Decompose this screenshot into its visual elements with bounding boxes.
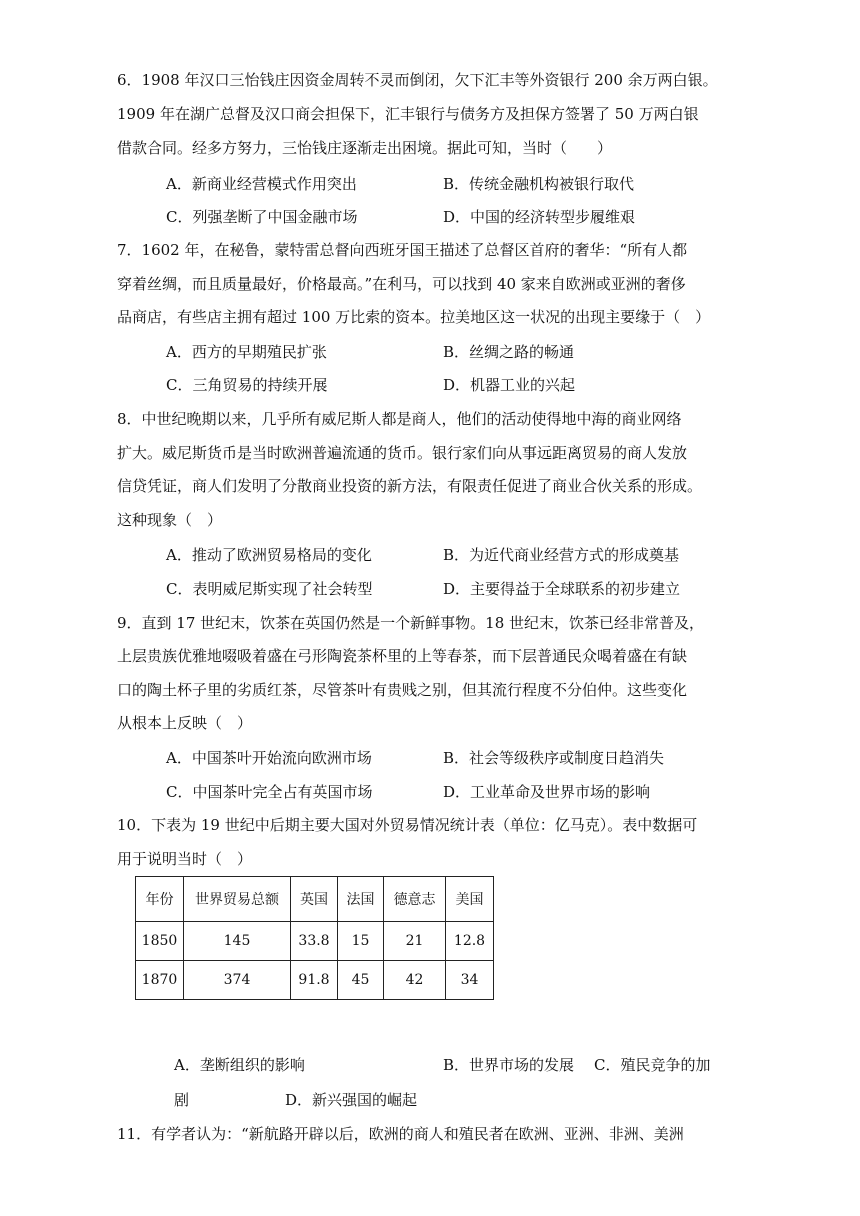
option-d[interactable]: D．主要得益于全球联系的初步建立 <box>443 580 681 598</box>
question-text-line: 9．直到 17 世纪末，饮茶在英国仍然是一个新鲜事物。18 世纪末，饮茶已经非常普及， <box>117 614 705 632</box>
table-header-cell: 英国 <box>291 877 338 922</box>
question-text-line: 6．1908 年汉口三怡钱庄因资金周转不灵而倒闭，欠下汇丰等外资银行 200 余万两白银。 <box>117 71 718 89</box>
table-header-cell: 法国 <box>338 877 384 922</box>
option-d[interactable]: D．机器工业的兴起 <box>443 376 576 394</box>
question-text-line: 口的陶土杯子里的劣质红茶，尽管茶叶有贵贱之别，但其流行程度不分伯仲。这些变化 <box>117 681 688 699</box>
question-text-line: 穿着丝绸，而且质量最好，价格最高。”在利马，可以找到 40 家来自欧洲或亚洲的奢侈 <box>117 275 686 293</box>
option-a[interactable]: A．推动了欧洲贸易格局的变化 <box>166 546 372 564</box>
table-cell: 91.8 <box>291 961 338 1000</box>
option-a[interactable]: A．垄断组织的影响 <box>174 1056 305 1074</box>
option-c[interactable]: C．表明威尼斯实现了社会转型 <box>166 580 373 598</box>
option-b[interactable]: B．世界市场的发展 <box>443 1056 575 1074</box>
table-cell: 1850 <box>136 922 184 961</box>
option-b[interactable]: B．社会等级秩序或制度日趋消失 <box>443 749 665 767</box>
option-a[interactable]: A．西方的早期殖民扩张 <box>166 343 327 361</box>
question-text-line: 信贷凭证，商人们发明了分散商业投资的新方法，有限责任促进了商业合伙关系的形成。 <box>117 477 703 495</box>
option-b[interactable]: B．传统金融机构被银行取代 <box>443 175 635 193</box>
table-header-cell: 美国 <box>446 877 494 922</box>
table-header-cell: 年份 <box>136 877 184 922</box>
table-cell: 33.8 <box>291 922 338 961</box>
option-b[interactable]: B．为近代商业经营方式的形成奠基 <box>443 546 680 564</box>
table-cell: 374 <box>184 961 291 1000</box>
table-cell: 34 <box>446 961 494 1000</box>
table-header-cell: 德意志 <box>384 877 446 922</box>
question-text-line: 这种现象（ ） <box>117 511 223 529</box>
option-c[interactable]: C．中国茶叶完全占有英国市场 <box>166 783 373 801</box>
question-text-line: 扩大。威尼斯货币是当时欧洲普遍流通的货币。银行家们向从事远距离贸易的商人发放 <box>117 444 688 462</box>
option-c-continuation: 剧 <box>174 1091 190 1109</box>
question-text-line: 7．1602 年，在秘鲁，蒙特雷总督向西班牙国王描述了总督区首府的奢华：“所有人都 <box>117 241 688 259</box>
trade-table <box>135 876 494 1000</box>
table-cell: 145 <box>184 922 291 961</box>
option-c[interactable]: C．列强垄断了中国金融市场 <box>166 208 358 226</box>
question-text-line: 借款合同。经多方努力，三怡钱庄逐渐走出困境。据此可知，当时（ ） <box>117 139 613 157</box>
option-b[interactable]: B．丝绸之路的畅通 <box>443 343 575 361</box>
option-c[interactable]: C．三角贸易的持续开展 <box>166 376 328 394</box>
question-text-line: 上层贵族优雅地啜吸着盛在弓形陶瓷茶杯里的上等春茶，而下层普通民众喝着盛在有缺 <box>117 647 688 665</box>
table-cell: 21 <box>384 922 446 961</box>
question-text-line: 10．下表为 19 世纪中后期主要大国对外贸易情况统计表（单位：亿马克）。表中数据可 <box>117 816 698 834</box>
question-text-line: 从根本上反映（ ） <box>117 714 253 732</box>
table-row <box>136 922 494 961</box>
option-d[interactable]: D．工业革命及世界市场的影响 <box>443 783 651 801</box>
table-header-row <box>136 877 494 922</box>
option-d[interactable]: D．中国的经济转型步履维艰 <box>443 208 636 226</box>
question-text-line: 1909 年在湖广总督及汉口商会担保下，汇丰银行与债务方及担保方签署了 50 万两白银 <box>117 105 699 123</box>
table-row <box>136 961 494 1000</box>
table-header-cell: 世界贸易总额 <box>184 877 291 922</box>
question-text-line: 11．有学者认为：“新航路开辟以后，欧洲的商人和殖民者在欧洲、亚洲、非洲、美洲 <box>117 1125 684 1143</box>
table-cell: 45 <box>338 961 384 1000</box>
question-text-line: 8．中世纪晚期以来，几乎所有威尼斯人都是商人，他们的活动使得地中海的商业网络 <box>117 410 682 428</box>
table-cell: 12.8 <box>446 922 494 961</box>
option-a[interactable]: A．新商业经营模式作用突出 <box>166 175 357 193</box>
question-text-line: 品商店，有些店主拥有超过 100 万比索的资本。拉美地区这一状况的出现主要缘于（ ） <box>117 308 711 326</box>
table-cell: 15 <box>338 922 384 961</box>
table-cell: 1870 <box>136 961 184 1000</box>
option-a[interactable]: A．中国茶叶开始流向欧洲市场 <box>166 749 372 767</box>
option-c[interactable]: C．殖民竞争的加 <box>594 1056 711 1074</box>
table-cell: 42 <box>384 961 446 1000</box>
option-d[interactable]: D．新兴强国的崛起 <box>285 1091 418 1109</box>
question-text-line: 用于说明当时（ ） <box>117 850 253 868</box>
